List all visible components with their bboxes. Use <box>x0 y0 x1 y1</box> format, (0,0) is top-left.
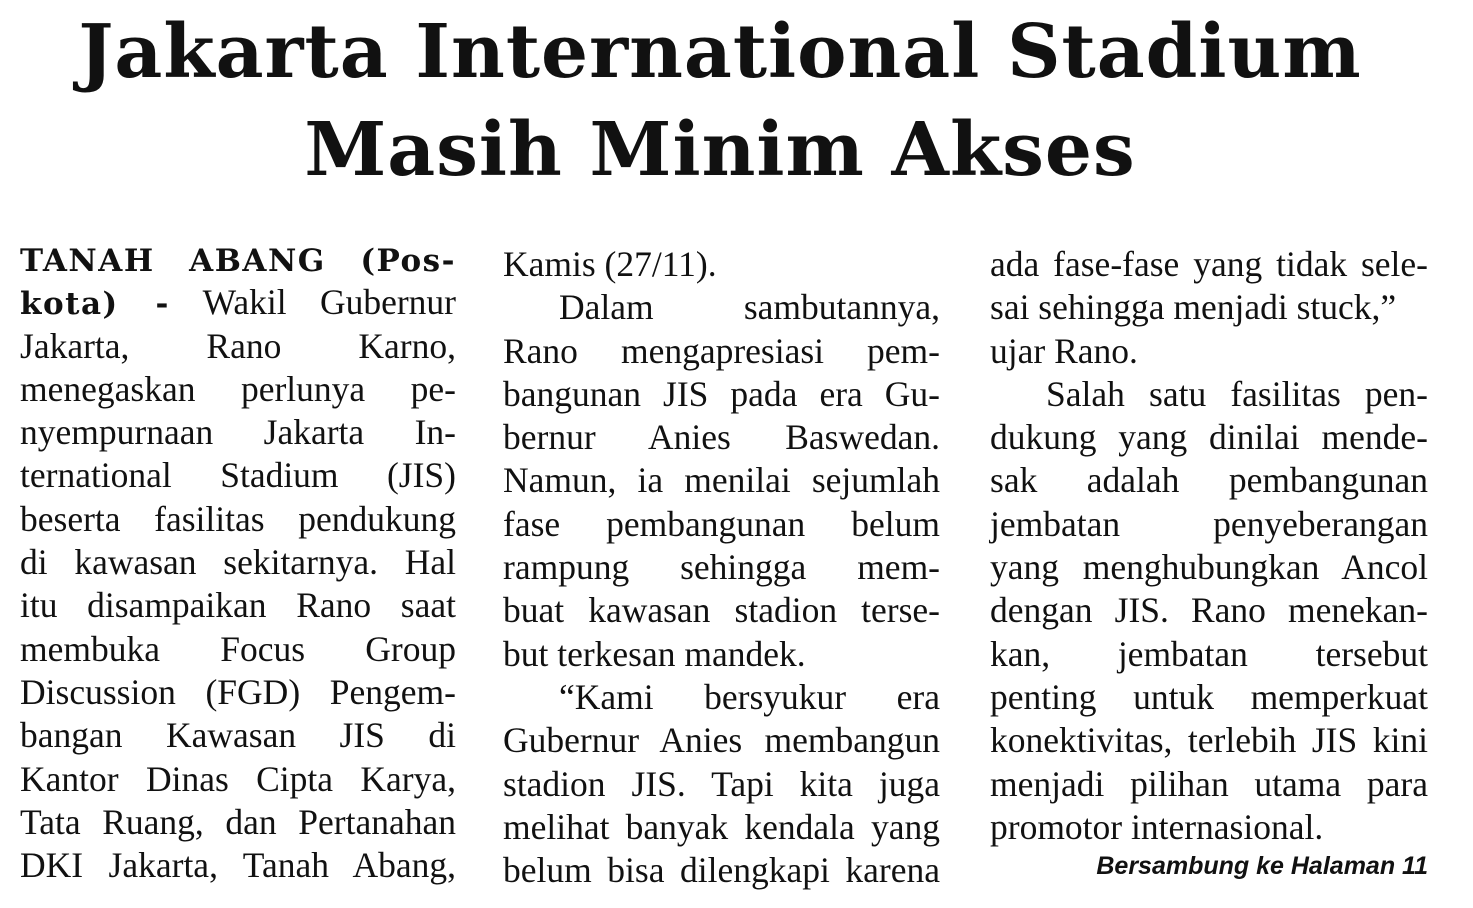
dateline-continued: kota) - <box>20 286 170 323</box>
article-line: bangan Kawasan JIS di <box>20 715 456 756</box>
article-line: ternational Stadium (JIS) <box>20 455 456 496</box>
article-column-3 <box>990 243 1428 849</box>
article-line: itu disampaikan Rano saat <box>20 585 456 626</box>
article-line: dukung yang dinilai mende- <box>990 417 1428 458</box>
article-line: ada fase-fase yang tidak sele- <box>990 244 1428 284</box>
article-line <box>20 238 456 281</box>
article-line: Tata Ruang, dan Pertanahan <box>20 801 456 842</box>
article-line: Namun, ia menilai sejumlah <box>503 460 940 501</box>
article-line: nyempurnaan Jakarta In- <box>20 412 456 453</box>
article-line: DKI Jakarta, Tanah Abang, <box>20 845 456 886</box>
article-line: bangunan JIS pada era Gu- <box>503 373 940 414</box>
article-line: Dalam sambutannya, <box>559 287 940 328</box>
article-line: bernur Anies Baswedan. <box>503 417 940 458</box>
article-column-1 <box>20 238 456 887</box>
article-line: promotor internasional. <box>990 806 1324 847</box>
article-line <box>20 281 456 324</box>
article-line: beserta fasilitas pendukung <box>20 498 456 539</box>
article-line: yang menghubungkan Ancol <box>990 547 1428 588</box>
article-line: ujar Rano. <box>990 330 1138 371</box>
article-line: Discussion (FGD) Pengem- <box>20 671 456 712</box>
article-text: Wakil Gubernur <box>169 282 457 323</box>
article-line: di kawasan sekitarnya. Hal <box>20 542 456 583</box>
article-line: penting untuk memperkuat <box>990 676 1428 717</box>
article-line: stadion JIS. Tapi kita juga <box>503 763 940 804</box>
continued-on-page-note: Bersambung ke Halaman 11 <box>1096 852 1428 880</box>
article-line: Kantor Dinas Cipta Karya, <box>20 758 456 799</box>
article-line: Rano mengapresiasi pem- <box>503 330 940 371</box>
article-line: buat kawasan stadion terse- <box>503 590 940 631</box>
article-line: belum bisa dilengkapi karena <box>503 850 940 891</box>
article-line: menjadi pilihan utama para <box>990 763 1428 804</box>
article-line: sai sehingga menjadi stuck,” <box>990 287 1397 328</box>
article-line: Salah satu fasilitas pen- <box>1046 373 1428 414</box>
article-line: Gubernur Anies membangun <box>503 720 940 761</box>
article-line: jembatan penyeberangan <box>990 503 1428 544</box>
article-line: konektivitas, terlebih JIS kini <box>990 720 1428 761</box>
article-line: melihat banyak kendala yang <box>503 806 940 847</box>
article-line: Jakarta, Rano Karno, <box>20 325 456 366</box>
article-line: sak adalah pembangunan <box>990 460 1428 501</box>
article-line: “Kami bersyukur era <box>559 676 940 717</box>
dateline: TANAH ABANG (Pos- <box>20 243 456 279</box>
article-line: menegaskan perlunya pe- <box>20 368 456 409</box>
article-line: dengan JIS. Rano menekan- <box>990 590 1428 631</box>
article-line: Kamis (27/11). <box>503 244 717 284</box>
article-column-2 <box>503 243 940 892</box>
headline-line-1: Jakarta International Stadium <box>78 9 1362 95</box>
headline-line-2: Masih Minim Akses <box>304 107 1136 193</box>
article-line: kan, jembatan tersebut <box>990 633 1428 674</box>
article-line: membuka Focus Group <box>20 628 456 669</box>
article-line: but terkesan mandek. <box>503 633 806 674</box>
article-line: fase pembangunan belum <box>503 503 940 544</box>
article-line: rampung sehingga mem- <box>503 547 940 588</box>
